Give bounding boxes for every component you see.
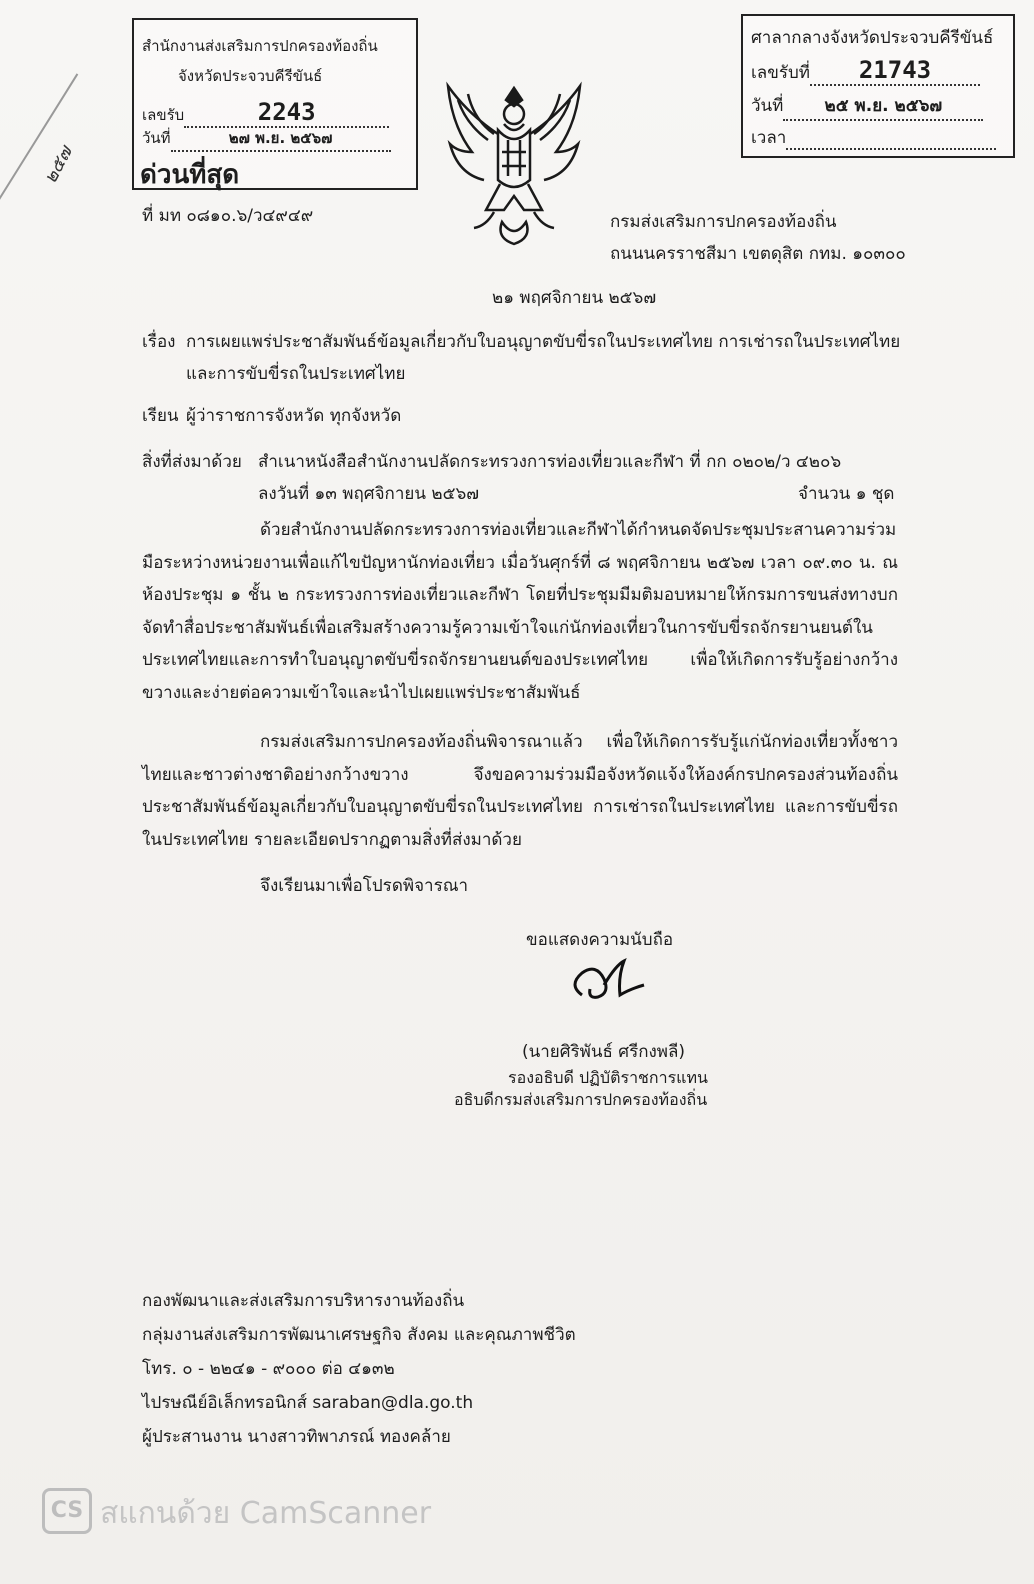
document-number: ที่ มท ๐๘๑๐.๖/ว๔๙๔๙ (142, 206, 314, 226)
subject-line-2: และการขับขี่รถในประเทศไทย (186, 364, 406, 384)
issuer-name: กรมส่งเสริมการปกครองท้องถิ่น (610, 212, 837, 232)
footer-division: กองพัฒนาและส่งเสริมการบริหารงานท้องถิ่น (142, 1291, 465, 1311)
garuda-emblem-icon (438, 80, 590, 248)
stamp-date-value: ๒๗ พ.ย. ๒๕๖๗ (171, 126, 391, 152)
footer-coordinator: ผู้ประสานงาน นางสาวทิพาภรณ์ ทองคล้าย (142, 1427, 451, 1447)
receipt-stamp-local-office (132, 18, 418, 190)
stamp-org: ศาลากลางจังหวัดประจวบคีรีขันธ์ (751, 28, 994, 48)
stamp-province: จังหวัดประจวบคีรีขันธ์ (178, 67, 323, 85)
stamp-recv-number: 21743 (858, 56, 932, 84)
footer-email: ไปรษณีย์อิเล็กทรอนิกส์ saraban@dla.go.th (142, 1393, 474, 1413)
closing-line: จึงเรียนมาเพื่อโปรดพิจารณา (260, 876, 469, 896)
camscanner-logo-icon: CS (42, 1488, 92, 1534)
urgent-stamp: ด่วนที่สุด (140, 160, 240, 190)
stamp-time-label: เวลา (751, 128, 787, 148)
footer-phone: โทร. ๐ - ๒๒๔๑ - ๙๐๐๐ ต่อ ๔๑๓๒ (142, 1359, 395, 1379)
signer-position-1: รองอธิบดี ปฏิบัติราชการแทน (508, 1068, 708, 1087)
subject-label: เรื่อง (142, 332, 176, 352)
stamp-recv-label: เลขรับที่ (751, 63, 810, 83)
stamp-date-row (751, 92, 983, 121)
signature-icon (560, 955, 650, 1010)
stamp-recv-row (142, 98, 389, 128)
regards: ขอแสดงความนับถือ (526, 930, 674, 950)
body-paragraph-1: ด้วยสำนักงานปลัดกระทรวงการท่องเที่ยวและกีฬาได้กำหนดจัดประชุมประสานความร่วมมือระหว่างหน่วยงานเพื่อแก้ไขปัญหานักท่องเที่ยว เมื่อวันศุกร์ที่ ๘ พฤศจิกายน ๒๕๖๗ เวลา ๐๙.๓๐ น. ณ ห้องประชุม ๑ ชั้น ๒ กระทรวงการท่องเที่ยวและกีฬา โดยที่ประชุมมีมติมอบหมายให้กรมการขนส่งทางบกจัดทำสื่อประชาสัมพันธ์เพื่อเสริมสร้างความรู้ความเข้าใจแก่นักท่องเที่ยวในการขับขี่รถจักรยานยนต์ในประเทศไทยและการทำใบอนุญาตขับขี่รถจักรยานยนต์ของประเทศไทย เพื่อให้เกิดการรับรู้อย่างกว้างขวางและง่ายต่อความเข้าใจและนำไปเผยแพร่ประชาสัมพันธ์ (142, 520, 898, 703)
footer-group: กลุ่มงานส่งเสริมการพัฒนาเศรษฐกิจ สังคม และคุณภาพชีวิต (142, 1325, 576, 1345)
enclosure-count: จำนวน ๑ ชุด (798, 484, 895, 504)
stamp-time-row (751, 124, 996, 151)
letter-date: ๒๑ พฤศจิกายน ๒๕๖๗ (492, 288, 657, 308)
signer-position-2: อธิบดีกรมส่งเสริมการปกครองท้องถิ่น (454, 1090, 708, 1109)
stamp-recv-row (751, 56, 980, 86)
issuer-address: ถนนนครราชสีมา เขตดุสิต กทม. ๑๐๓๐๐ (610, 244, 906, 264)
body-paragraph-2: กรมส่งเสริมการปกครองท้องถิ่นพิจารณาแล้ว เพื่อให้เกิดการรับรู้แก่นักท่องเที่ยวทั้งชาวไทยและชาวต่างชาติอย่างกว้างขวาง จึงขอความร่วมมือจังหวัดแจ้งให้องค์กรปกครองส่วนท้องถิ่นประชาสัมพันธ์ข้อมูลเกี่ยวกับใบอนุญาตขับขี่รถในประเทศไทย การเช่ารถในประเทศไทย และการขับขี่รถในประเทศไทย รายละเอียดปรากฏตามสิ่งที่ส่งมาด้วย (142, 732, 898, 850)
enclosure-label: สิ่งที่ส่งมาด้วย (142, 452, 242, 472)
enclosure-line-1: สำเนาหนังสือสำนักงานปลัดกระทรวงการท่องเที่ยวและกีฬา ที่ กก ๐๒๐๒/ว ๔๒๐๖ (258, 452, 842, 472)
stamp-recv-label: เลขรับ (142, 106, 185, 124)
stamp-org: สำนักงานส่งเสริมการปกครองท้องถิ่น (142, 37, 378, 55)
to-label: เรียน (142, 406, 179, 426)
receipt-stamp-provincial-hall (741, 14, 1015, 158)
stamp-date-label: วันที่ (142, 129, 171, 147)
to-value: ผู้ว่าราชการจังหวัด ทุกจังหวัด (186, 406, 402, 426)
enclosure-line-2: ลงวันที่ ๑๓ พฤศจิกายน ๒๕๖๗ (258, 484, 480, 504)
stamp-date-row (142, 126, 391, 152)
signer-name: (นายศิริพันธ์ ศรีกงพลี) (522, 1042, 686, 1062)
subject-line-1: การเผยแพร่ประชาสัมพันธ์ข้อมูลเกี่ยวกับใบอนุญาตขับขี่รถในประเทศไทย การเช่ารถในประเทศไทย (186, 332, 901, 352)
stamp-date-value: ๒๕ พ.ย. ๒๕๖๗ (783, 92, 983, 121)
stamp-recv-number: 2243 (257, 98, 316, 126)
footer-contact (142, 1284, 576, 1454)
handwritten-note: ๒๕๗ (39, 142, 77, 188)
stamp-date-label: วันที่ (751, 96, 784, 116)
camscanner-watermark: สแกนด้วย CamScanner (100, 1496, 432, 1531)
